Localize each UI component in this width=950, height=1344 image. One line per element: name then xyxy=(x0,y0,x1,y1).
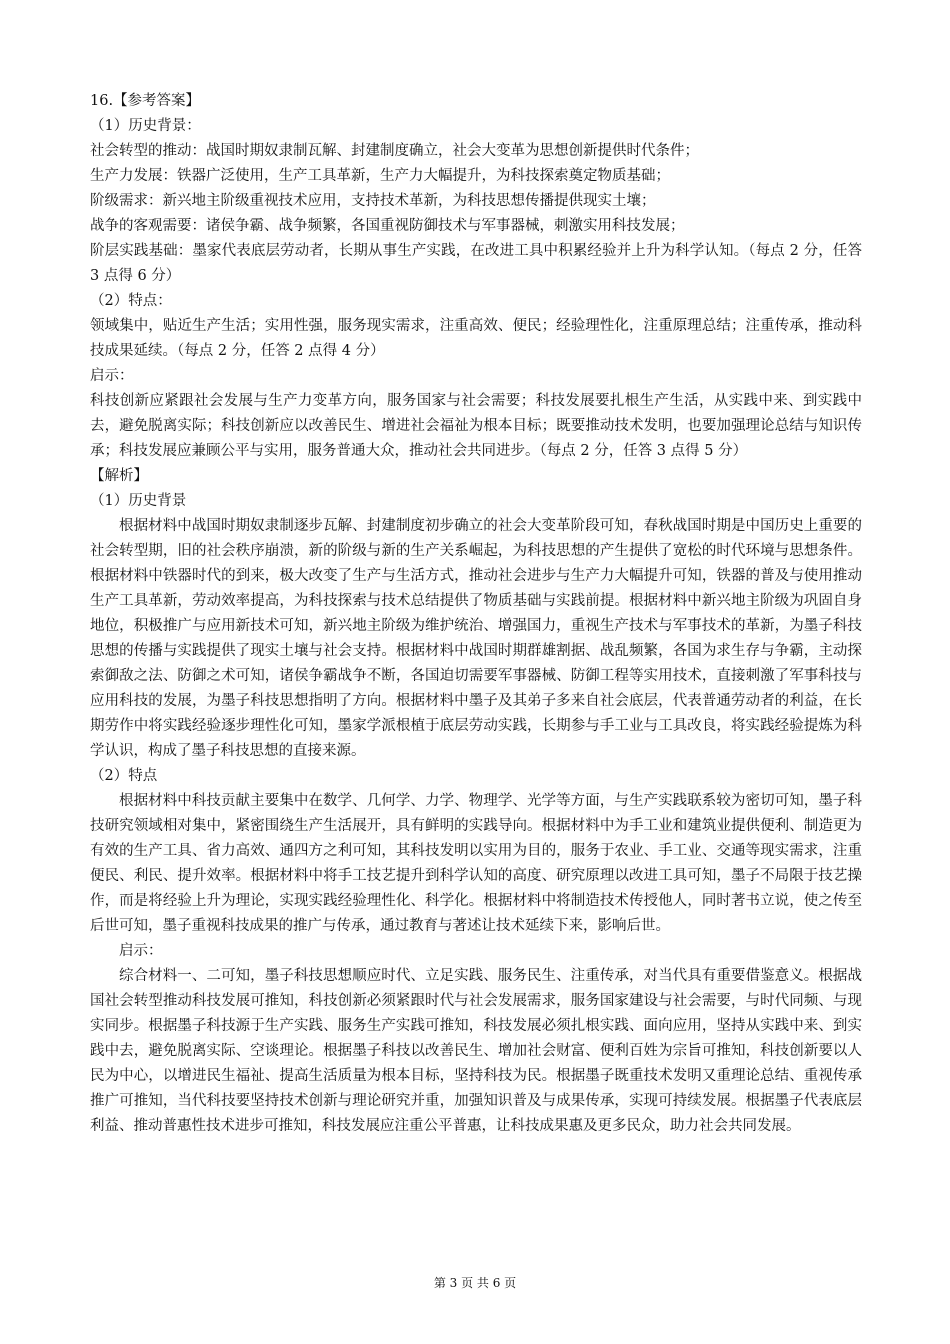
answer-part1-title: （1）历史背景： xyxy=(90,118,201,134)
analysis-part2-title: （2）特点 xyxy=(90,768,158,784)
answer-part2-text: 领域集中，贴近生产生活；实用性强，服务现实需求，注重高效、便民；经验理性化，注重原理总结；注重传承，推动科技成果延续。（每点 2 分，任答 2 点得 4 分） xyxy=(90,318,862,359)
answer-part1-item: 阶级需求：新兴地主阶级重视技术应用，支持技术革新，为科技思想传播提供现实土壤； xyxy=(90,193,656,209)
answer-part1-item: 战争的客观需要：诸侯争霸、战争频繁，各国重视防御技术与军事器械，刺激实用科技发展； xyxy=(90,218,685,234)
analysis-insight-text: 综合材料一、二可知，墨子科技思想顺应时代、立足实践、服务民生、注重传承，对当代具有重要借鉴意义。根据战国社会转型推动科技发展可推知，科技创新必须紧跟时代与社会发展需求，服务国家建设与社会需要，与时代同频、与现实同步。根据墨子科技源于生产实践、服务生产实践可推知，科技发展必须扎根实践、面向应用，坚持从实践中来、到实践中去，避免脱离实际、空谈理论。根据墨子科技以改善民生、增加社会财富、便利百姓为宗旨可推知，科技创新要以人民为中心，以增进民生福祉、提高生活质量为根本目标，坚持科技为民。根据墨子既重技术发明又重理论总结、重视传承推广可推知，当代科技要坚持技术创新与理论研究并重，加强知识普及与成果传承，实现可持续发展。根据墨子代表底层利益、推动普惠性技术进步可推知，科技发展应注重公平普惠，让科技成果惠及更多民众，助力社会共同发展。 xyxy=(90,968,862,1134)
analysis-part2-text: 根据材料中科技贡献主要集中在数学、几何学、力学、物理学、光学等方面，与生产实践联系较为密切可知，墨子科技研究领域相对集中，紧密围绕生产生活展开，具有鲜明的实践导向。根据材料中为手工业和建筑业提供便利、制造更为有效的生产工具、省力高效、通四方之利可知，其科技发明以实用为目的，服务于农业、手工业、交通等现实需求，注重便民、利民、提升效率。根据材料中将手工技艺提升到科学认知的高度、研究原理以改进工具可知，墨子不局限于技艺操作，而是将经验上升为理论，实现实践经验理性化、科学化。根据材料中将制造技术传授他人，同时著书立说，使之传至后世可知，墨子重视科技成果的推广与传承，通过教育与著述让技术延续下来，影响后世。 xyxy=(90,793,862,934)
answer-part1-item: 阶层实践基础：墨家代表底层劳动者，长期从事生产实践，在改进工具中积累经验并上升为科学认知。（每点 2 分，任答 3 点得 6 分） xyxy=(90,243,862,284)
analysis-insight-title: 启示： xyxy=(119,943,163,959)
analysis-part1-text: 根据材料中战国时期奴隶制逐步瓦解、封建制度初步确立的社会大变革阶段可知，春秋战国时期是中国历史上重要的社会转型期，旧的社会秩序崩溃，新的阶级与新的生产关系崛起，为科技思想的产生提供了宽松的时代环境与思想条件。根据材料中铁器时代的到来，极大改变了生产与生活方式，推动社会进步与生产力大幅提升可知，铁器的普及与使用推动生产工具革新，劳动效率提高，为科技探索与技术总结提供了物质基础与实践前提。根据材料中新兴地主阶级为巩固自身地位，积极推广与应用新技术可知，新兴地主阶级为维护统治、增强国力，重视生产技术与军事技术的革新，为墨子科技思想的传播与实践提供了现实土壤与社会支持。根据材料中战国时期群雄割据、战乱频繁，各国为求生存与争霸，主动探索御敌之法、防御之术可知，诸侯争霸战争不断，各国迫切需要军事器械、防御工程等实用技术，直接刺激了军事科技与应用科技的发展，为墨子科技思想指明了方向。根据材料中墨子及其弟子多来自社会底层，代表普通劳动者的利益，在长期劳作中将实践经验逐步理性化可知，墨家学派根植于底层劳动实践，长期参与手工业与工具改良，将实践经验提炼为科学认识，构成了墨子科技思想的直接来源。 xyxy=(90,518,862,759)
answer-insight-title: 启示： xyxy=(90,368,134,384)
answer-part2-title: （2）特点： xyxy=(90,293,172,309)
analysis-part1-title: （1）历史背景 xyxy=(90,493,187,509)
question-header: 16.【参考答案】 xyxy=(90,93,201,109)
answer-part1-item: 生产力发展：铁器广泛使用，生产工具革新，生产力大幅提升，为科技探索奠定物质基础； xyxy=(90,168,670,184)
answer-part1-item: 社会转型的推动：战国时期奴隶制瓦解、封建制度确立，社会大变革为思想创新提供时代条件； xyxy=(90,143,699,159)
document-page xyxy=(90,89,862,1139)
page-footer: 第 3 页 共 6 页 xyxy=(433,1276,517,1290)
answer-insight-text: 科技创新应紧跟社会发展与生产力变革方向，服务国家与社会需要；科技发展要扎根生产生活，从实践中来、到实践中去，避免脱离实际；科技创新应以改善民生、增进社会福祉为根本目标；既要推动技术发明，也要加强理论总结与知识传承；科技发展应兼顾公平与实用，服务普通大众，推动社会共同进步。（每点 2 分，任答 3 点得 5 分） xyxy=(90,393,862,459)
analysis-header: 【解析】 xyxy=(90,468,148,484)
